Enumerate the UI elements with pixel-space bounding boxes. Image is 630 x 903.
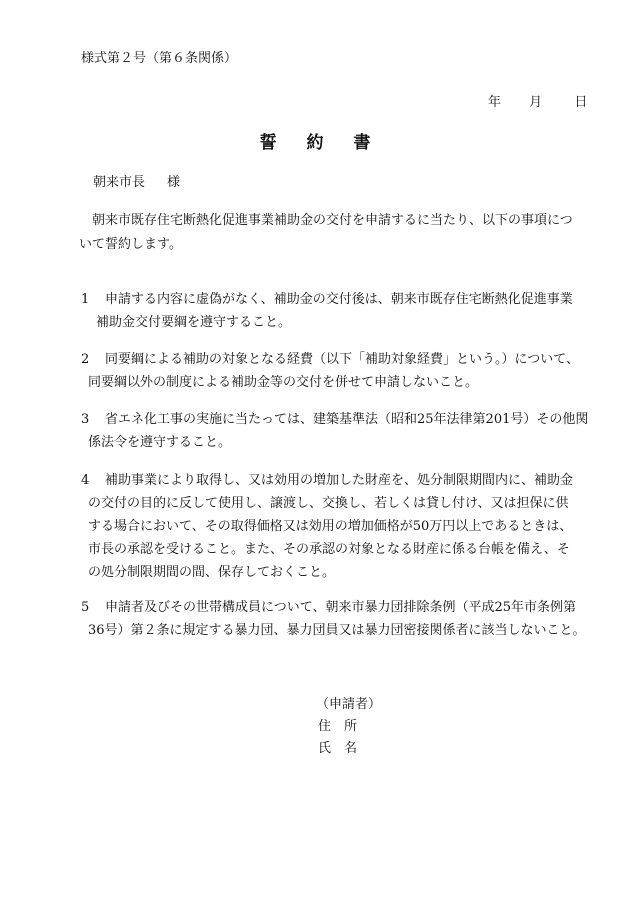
item-line: 係法令を遵守すること。 [88,435,232,450]
addressee-name: 朝来市長 [93,175,146,190]
item-number: 5 [81,600,90,615]
intro-line: いて誓約します。 [79,237,182,252]
intro-paragraph [79,209,599,257]
item-line: する場合において、その取得価格又は効用の増加価格が50万円以上であるときは、 [88,519,573,534]
date-line [488,91,587,110]
item-line: 同要綱以外の制度による補助金等の交付を併せて申請しないこと。 [88,375,479,390]
applicant-label: （申請者） [316,697,382,712]
item-line: 省エネ化工事の実施に当たっては、建築基準法（昭和25年法律第201号）その他関 [105,412,589,427]
item-line: 申請者及びその世帯構成員について、朝来市暴力団排除条例（平成25年市条例第 [105,600,577,615]
item-line: 36号）第２条に規定する暴力団、暴力団員又は暴力団密接関係者に該当しないこと。 [88,623,586,638]
item-line: 市長の承認を受けること。また、その承認の対象となる財産に係る台帳を備え、そ [88,542,570,557]
document-title [0,128,630,153]
form-number: 様式第２号（第６条関係） [81,51,238,66]
item-number: 1 [81,292,90,307]
applicant-block [316,694,381,760]
item-line: 申請する内容に虚偽がなく、補助金の交付後は、朝来市既存住宅断熱化促進事業 [105,292,573,307]
pledge-item-4 [81,469,601,584]
date-month: 月 [529,95,543,110]
pledge-item-2 [81,348,601,394]
addressee [93,171,180,190]
item-line: 補助事業により取得し、又は効用の増加した財産を、処分制限期間内に、補助金 [105,473,574,488]
applicant-name-label: 氏 名 [318,741,358,756]
pledge-item-3 [81,408,601,454]
addressee-honorific: 様 [167,175,181,190]
date-year: 年 [488,95,502,110]
pledge-item-1 [81,288,601,334]
title-char: 約 [306,133,324,153]
applicant-address-label: 住 所 [318,719,358,734]
item-number: 3 [81,412,90,427]
item-line: の処分制限期間の間、保存しておくこと。 [88,565,336,580]
item-number: 2 [81,352,90,367]
intro-line: 朝来市既存住宅断熱化促進事業補助金の交付を申請するに当たり、以下の事項につ [79,213,573,228]
title-char: 書 [353,133,371,153]
item-line: 補助金交付要綱を遵守すること。 [96,315,292,330]
pledge-item-5 [81,596,601,642]
item-line: 同要綱による補助の対象となる経費（以下「補助対象経費」という。）について、 [105,352,579,367]
item-line: の交付の目的に反して使用し、譲渡し、交換し、若しくは貸し付け、又は担保に供 [88,496,569,511]
title-char: 誓 [259,133,277,153]
date-day: 日 [574,95,588,110]
item-number: 4 [81,473,90,488]
